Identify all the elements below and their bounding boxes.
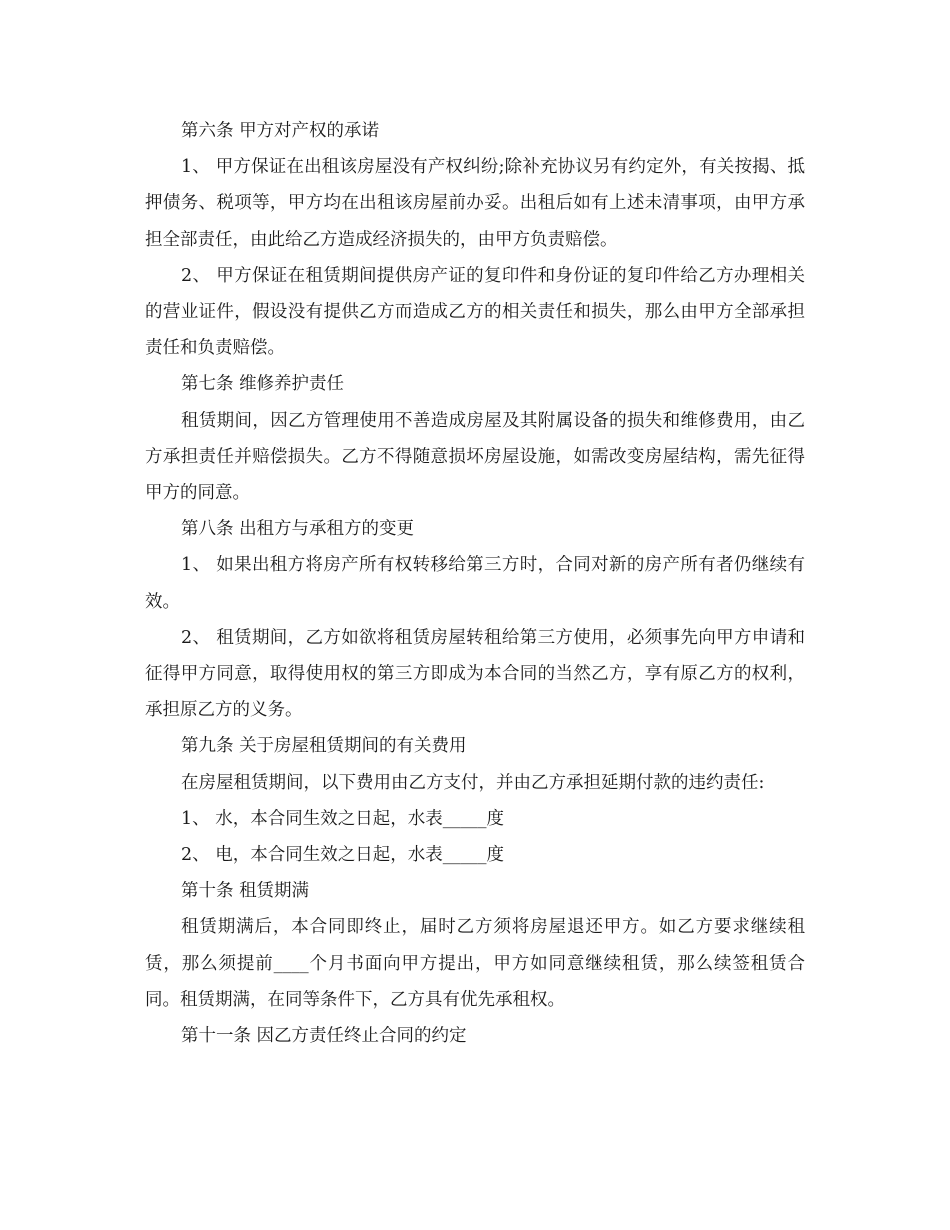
- article-9-body: 在房屋租赁期间，以下费用由乙方支付，并由乙方承担延期付款的违约责任:: [181, 772, 765, 793]
- article-10-body: 租赁期满后，本合同即终止，届时乙方须将房屋退还甲方。如乙方要求继续租赁，那么须提前____个月书面向甲方提出，甲方如同意继续租赁，那么续签租赁合同。租赁期满，在同等条件下，乙方具有优先承租权。: [145, 917, 805, 1010]
- article-9-item-water: 1、 水，本合同生效之日起，水表_____度: [181, 808, 504, 829]
- article-6-clause-2: 2、 甲方保证在租赁期间提供房产证的复印件和身份证的复印件给乙方办理相关的营业证件，假设没有提供乙方而造成乙方的相关责任和损失，那么由甲方全部承担责任和负责赔偿。: [145, 265, 805, 359]
- article-9-item-electricity: 2、 电，本合同生效之日起，水表_____度: [181, 845, 504, 866]
- article-7-heading: 第七条 维修养护责任: [181, 374, 345, 395]
- article-10-heading: 第十条 租赁期满: [181, 881, 310, 902]
- article-8-heading: 第八条 出租方与承租方的变更: [181, 519, 415, 540]
- document-body: [145, 113, 805, 1054]
- article-8-clause-1: 1、 如果出租方将房产所有权转移给第三方时，合同对新的房产所有者仍继续有效。: [145, 555, 805, 612]
- article-9-heading: 第九条 关于房屋租赁期间的有关费用: [181, 736, 467, 757]
- article-6-heading: 第六条 甲方对产权的承诺: [181, 121, 380, 141]
- article-7-body: 租赁期间，因乙方管理使用不善造成房屋及其附属设备的损失和维修费用，由乙方承担责任并赔偿损失。乙方不得随意损坏房屋设施，如需改变房屋结构，需先征得甲方的同意。: [145, 410, 805, 504]
- article-6-clause-1: 1、 甲方保证在出租该房屋没有产权纠纷;除补充协议另有约定外，有关按揭、抵押债务、税项等，甲方均在出租该房屋前办妥。出租后如有上述未清事项，由甲方承担全部责任，由此给乙方造成经济损失的，由甲方负责赔偿。: [145, 157, 805, 250]
- article-11-heading: 第十一条 因乙方责任终止合同的约定: [181, 1026, 467, 1047]
- article-8-clause-2: 2、 租赁期间，乙方如欲将租赁房屋转租给第三方使用，必须事先向甲方申请和征得甲方同意，取得使用权的第三方即成为本合同的当然乙方，享有原乙方的权利，承担原乙方的义务。: [145, 627, 805, 721]
